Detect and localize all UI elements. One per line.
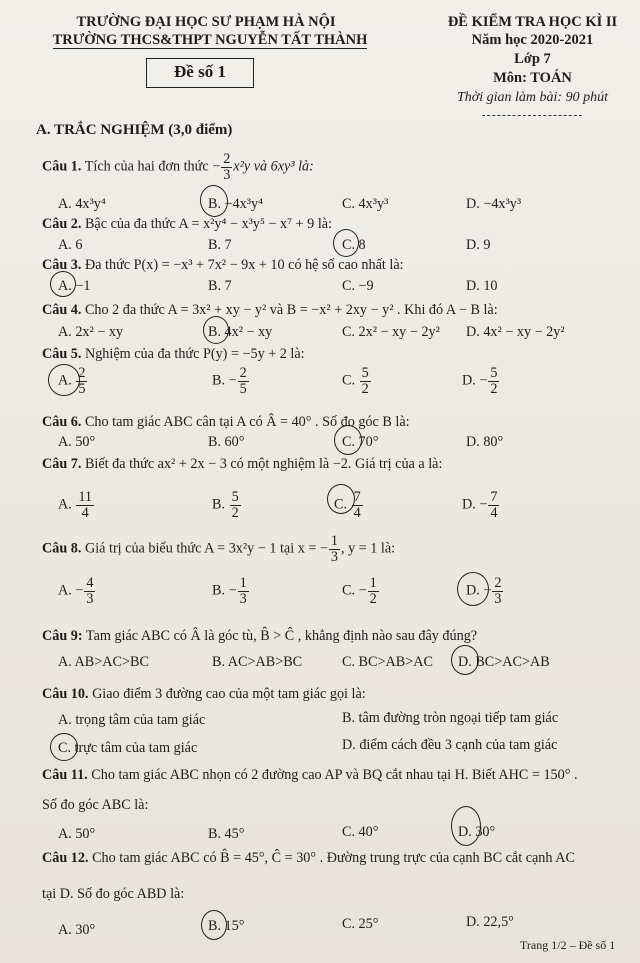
question-11: Câu 11. Cho tam giác ABC nhọn có 2 đường cao AP và BQ cắt nhau tại H. Biết AHC = 150° . xyxy=(42,767,578,783)
q8-option-c[interactable]: C. − $\frac{1}{2}$ xyxy=(342,575,377,607)
header-divider xyxy=(482,115,582,116)
q5-option-d[interactable]: D. − $\frac{5}{2}$ xyxy=(462,365,498,397)
q6-option-c[interactable]: C. 70° xyxy=(342,434,379,450)
university-name: TRƯỜNG ĐẠI HỌC SƯ PHẠM HÀ NỘI xyxy=(76,14,336,30)
q3-option-b[interactable]: B. 7 xyxy=(208,278,232,294)
q1-option-a[interactable]: A. 4x³y⁴ xyxy=(58,196,106,212)
q9-option-d[interactable]: D. BC>AC>AB xyxy=(458,654,550,670)
q10-option-c[interactable]: C. trực tâm của tam giác xyxy=(58,740,198,756)
q2-option-d[interactable]: D. 9 xyxy=(466,237,491,253)
q10-option-a[interactable]: A. trọng tâm của tam giác xyxy=(58,712,206,728)
question-10: Câu 10. Giao điểm 3 đường cao của một tam giác gọi là: xyxy=(42,686,366,702)
q2-option-a[interactable]: A. 6 xyxy=(58,237,83,253)
q11-option-b[interactable]: B. 45° xyxy=(208,826,245,842)
q6-option-d[interactable]: D. 80° xyxy=(466,434,504,450)
question-11-line2: Số đo góc ABC là: xyxy=(42,797,149,813)
q7-option-c[interactable]: C. $\frac{7}{4}$ xyxy=(334,489,361,521)
exam-title: ĐỀ KIỂM TRA HỌC KÌ II xyxy=(447,14,618,30)
q10-option-b[interactable]: B. tâm đường tròn ngoại tiếp tam giác xyxy=(342,710,559,726)
question-4: Câu 4. Cho 2 đa thức A = 3x² + xy − y² và B = −x² + 2xy − y² . Khi đó A − B là: xyxy=(42,302,498,318)
q3-option-d[interactable]: D. 10 xyxy=(466,278,498,294)
school-name: TRƯỜNG THCS&THPT NGUYỄN TẤT THÀNH xyxy=(52,32,368,48)
question-8: Câu 8. Giá trị của biểu thức A = 3x²y − 1 tại x = − $\frac{1}{3}$ , y = 1 là: xyxy=(42,533,396,565)
q7-option-b[interactable]: B. $\frac{5}{2}$ xyxy=(212,489,239,521)
q7-option-d[interactable]: D. − $\frac{7}{4}$ xyxy=(462,489,498,521)
q6-option-a[interactable]: A. 50° xyxy=(58,434,96,450)
q1-option-d[interactable]: D. −4x³y³ xyxy=(466,196,522,212)
question-12: Câu 12. Cho tam giác ABC có B̂ = 45°, Ĉ = 30° . Đường trung trực của cạnh BC cắt cạnh AC xyxy=(42,850,575,866)
q10-option-d[interactable]: D. điểm cách đều 3 cạnh của tam giác xyxy=(342,737,558,753)
question-6: Câu 6. Cho tam giác ABC cân tại A có Â = 40° . Số đo góc B là: xyxy=(42,414,410,430)
q3-option-c[interactable]: C. −9 xyxy=(342,278,374,294)
q5-option-c[interactable]: C. $\frac{5}{2}$ xyxy=(342,365,369,397)
q11-option-c[interactable]: C. 40° xyxy=(342,824,379,840)
exam-number: Đề số 1 xyxy=(174,62,226,81)
question-2: Câu 2. Bậc của đa thức A = x²y⁴ − x³y⁵ − x⁷ + 9 là: xyxy=(42,216,333,232)
q12-option-b[interactable]: B. 15° xyxy=(208,918,245,934)
question-5: Câu 5. Nghiệm của đa thức P(y) = −5y + 2 là: xyxy=(42,346,305,362)
q2-option-c[interactable]: C. 8 xyxy=(342,237,366,253)
question-7: Câu 7. Biết đa thức ax² + 2x − 3 có một nghiệm là −2. Giá trị của a là: xyxy=(42,456,443,472)
q9-option-b[interactable]: B. AC>AB>BC xyxy=(212,654,303,670)
question-9: Câu 9: Tam giác ABC có Â là góc tù, B̂ > Ĉ , khẳng định nào sau đây đúng? xyxy=(42,628,478,644)
question-3: Câu 3. Đa thức P(x) = −x³ + 7x² − 9x + 10 có hệ số cao nhất là: xyxy=(42,257,404,273)
q4-option-d[interactable]: D. 4x² − xy − 2y² xyxy=(466,324,565,340)
q12-option-a[interactable]: A. 30° xyxy=(58,922,96,938)
q8-option-d[interactable]: D. − $\frac{2}{3}$ xyxy=(466,575,502,607)
section-a-title: A. TRẮC NGHIỆM (3,0 điểm) xyxy=(36,122,233,138)
q9-option-c[interactable]: C. BC>AB>AC xyxy=(342,654,433,670)
question-12-line2: tại D. Số đo góc ABD là: xyxy=(42,886,185,902)
q1-option-c[interactable]: C. 4x³y³ xyxy=(342,196,389,212)
q4-option-c[interactable]: C. 2x² − xy − 2y² xyxy=(342,324,440,340)
q12-option-d[interactable]: D. 22,5° xyxy=(466,914,514,930)
duration: Thời gian làm bài: 90 phút xyxy=(457,90,608,105)
q2-option-b[interactable]: B. 7 xyxy=(208,237,232,253)
q6-option-b[interactable]: B. 60° xyxy=(208,434,245,450)
q12-option-c[interactable]: C. 25° xyxy=(342,916,379,932)
subject: Môn: TOÁN xyxy=(493,70,572,86)
q4-option-a[interactable]: A. 2x² − xy xyxy=(58,324,124,340)
q11-option-a[interactable]: A. 50° xyxy=(58,826,96,842)
q9-option-a[interactable]: A. AB>AC>BC xyxy=(58,654,149,670)
page-footer: Trang 1/2 – Đề số 1 xyxy=(520,938,616,952)
q7-option-a[interactable]: A. $\frac{11}{4}$ xyxy=(58,489,93,521)
school-year: Năm học 2020-2021 xyxy=(471,32,594,48)
q5-option-b[interactable]: B. − $\frac{2}{5}$ xyxy=(212,365,247,397)
q11-option-d[interactable]: D. 30° xyxy=(458,824,496,840)
grade: Lớp 7 xyxy=(514,51,551,67)
question-1: Câu 1. Tích của hai đơn thức − $\frac{2}{3}$ x²y và 6xy³ là: xyxy=(42,151,314,183)
q4-option-b[interactable]: B. 4x² − xy xyxy=(208,324,273,340)
q8-option-b[interactable]: B. − $\frac{1}{3}$ xyxy=(212,575,247,607)
q1-option-b[interactable]: B. −4x³y⁴ xyxy=(208,196,264,212)
q3-option-a[interactable]: A. −1 xyxy=(58,278,91,294)
q5-option-a[interactable]: A. $\frac{2}{5}$ xyxy=(58,365,86,397)
q8-option-a[interactable]: A. − $\frac{4}{3}$ xyxy=(58,575,94,607)
